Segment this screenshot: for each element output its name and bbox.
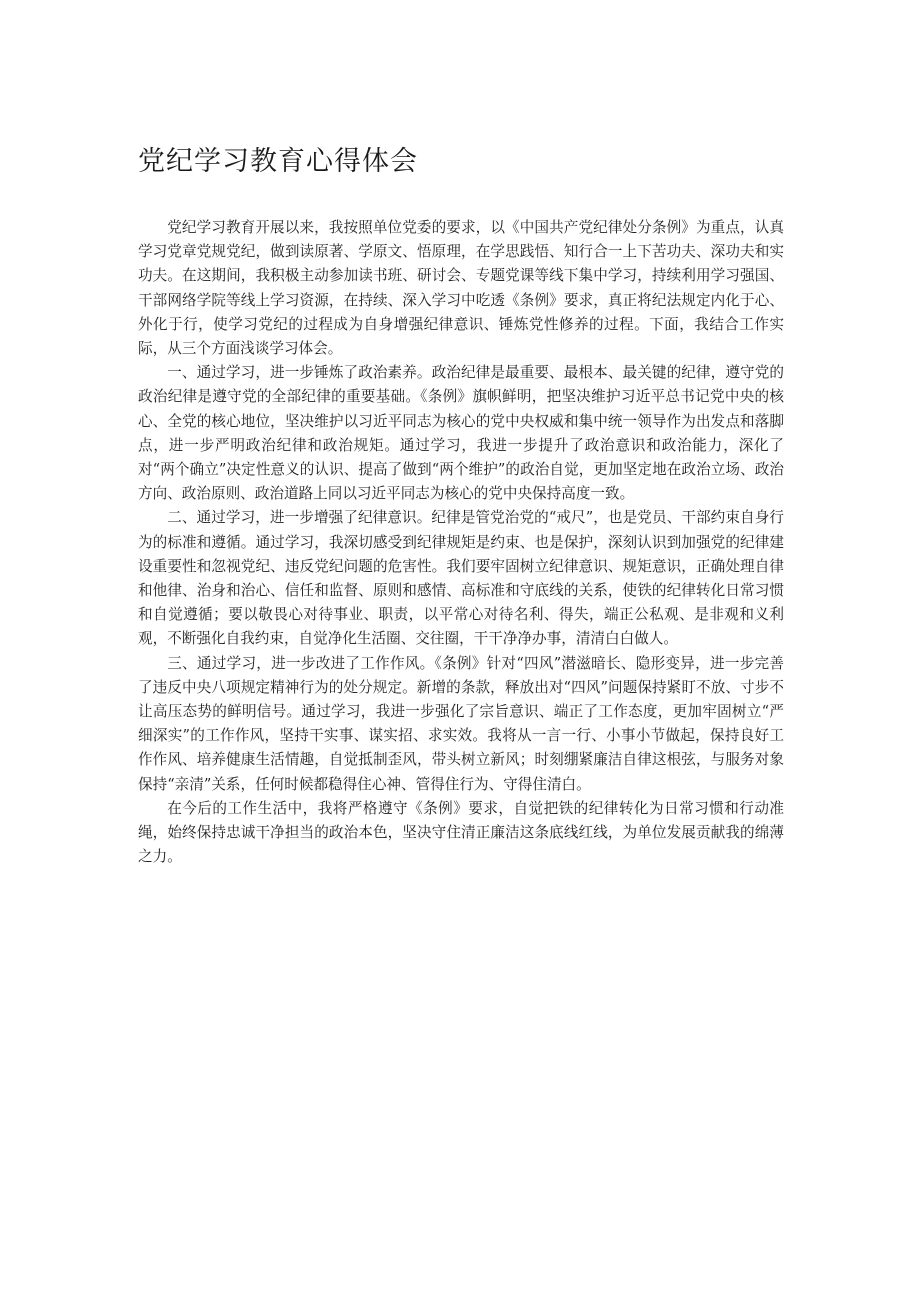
document-title: 党纪学习教育心得体会 [138, 146, 418, 177]
paragraph-intro: 党纪学习教育开展以来，我按照单位党委的要求，以《中国共产党纪律处分条例》为重点，认真学习党章党规党纪，做到读原著、学原文、悟原理，在学思践悟、知行合一上下苦功夫、深功夫和实功夫。在这期间，我积极主动参加读书班、研讨会、专题党课等线下集中学习，持续利用学习强国、干部网络学院等线上学习资源，在持续、深入学习中吃透《条例》要求，真正将纪法规定内化于心、外化于行，使学习党纪的过程成为自身增强纪律意识、锤炼党性修养的过程。下面，我结合工作实际，从三个方面浅谈学习体会。 [138, 219, 784, 358]
paragraph-work-style: 三、通过学习，进一步改进了工作作风。《条例》针对“四风”潜滋暗长、隐形变异，进一步完善了违反中央八项规定精神行为的处分规定。新增的条款，释放出对“四风”问题保持紧盯不放、寸步不让高压态势的鲜明信号。通过学习，我进一步强化了宗旨意识、端正了工作态度，更加牢固树立“严细深实”的工作作风，坚持干实事、谋实招、求实效。我将从一言一行、小事小节做起，保持良好工作作风、培养健康生活情趣，自觉抵制歪风，带头树立新风；时刻绷紧廉洁自律这根弦，与服务对象保持“亲清”关系，任何时候都稳得住心神、管得住行为、守得住清白。 [138, 654, 784, 793]
paragraph-discipline-awareness: 二、通过学习，进一步增强了纪律意识。纪律是管党治党的“戒尺”，也是党员、干部约束自身行为的标准和遵循。通过学习，我深切感受到纪律规矩是约束、也是保护，深刻认识到加强党的纪律建设重要性和忽视党纪、违反党纪问题的危害性。我们要牢固树立纪律意识、规矩意识，正确处理自律和他律、治身和治心、信任和监督、原则和感情、高标准和守底线的关系，使铁的纪律转化日常习惯和自觉遵循；要以敬畏心对待事业、职责，以平常心对待名利、得失，端正公私观、是非观和义利观，不断强化自我约束，自觉净化生活圈、交往圈，干干净净办事，清清白白做人。 [138, 509, 784, 648]
paragraph-political-literacy: 一、通过学习，进一步锤炼了政治素养。政治纪律是最重要、最根本、最关键的纪律，遵守党的政治纪律是遵守党的全部纪律的重要基础。《条例》旗帜鲜明，把坚决维护习近平总书记党中央的核心、全党的核心地位，坚决维护以习近平同志为核心的党中央权威和集中统一领导作为出发点和落脚点，进一步严明政治纪律和政治规矩。通过学习，我进一步提升了政治意识和政治能力，深化了对“两个确立”决定性意义的认识、提高了做到“两个维护”的政治自觉，更加坚定地在政治立场、政治方向、政治原则、政治道路上同以习近平同志为核心的党中央保持高度一致。 [138, 364, 784, 503]
document-page [138, 142, 784, 869]
paragraph-conclusion: 在今后的工作生活中，我将严格遵守《条例》要求，自觉把铁的纪律转化为日常习惯和行动准绳，始终保持忠诚干净担当的政治本色，坚决守住清正廉洁这条底线红线，为单位发展贡献我的绵薄之力。 [138, 799, 784, 866]
